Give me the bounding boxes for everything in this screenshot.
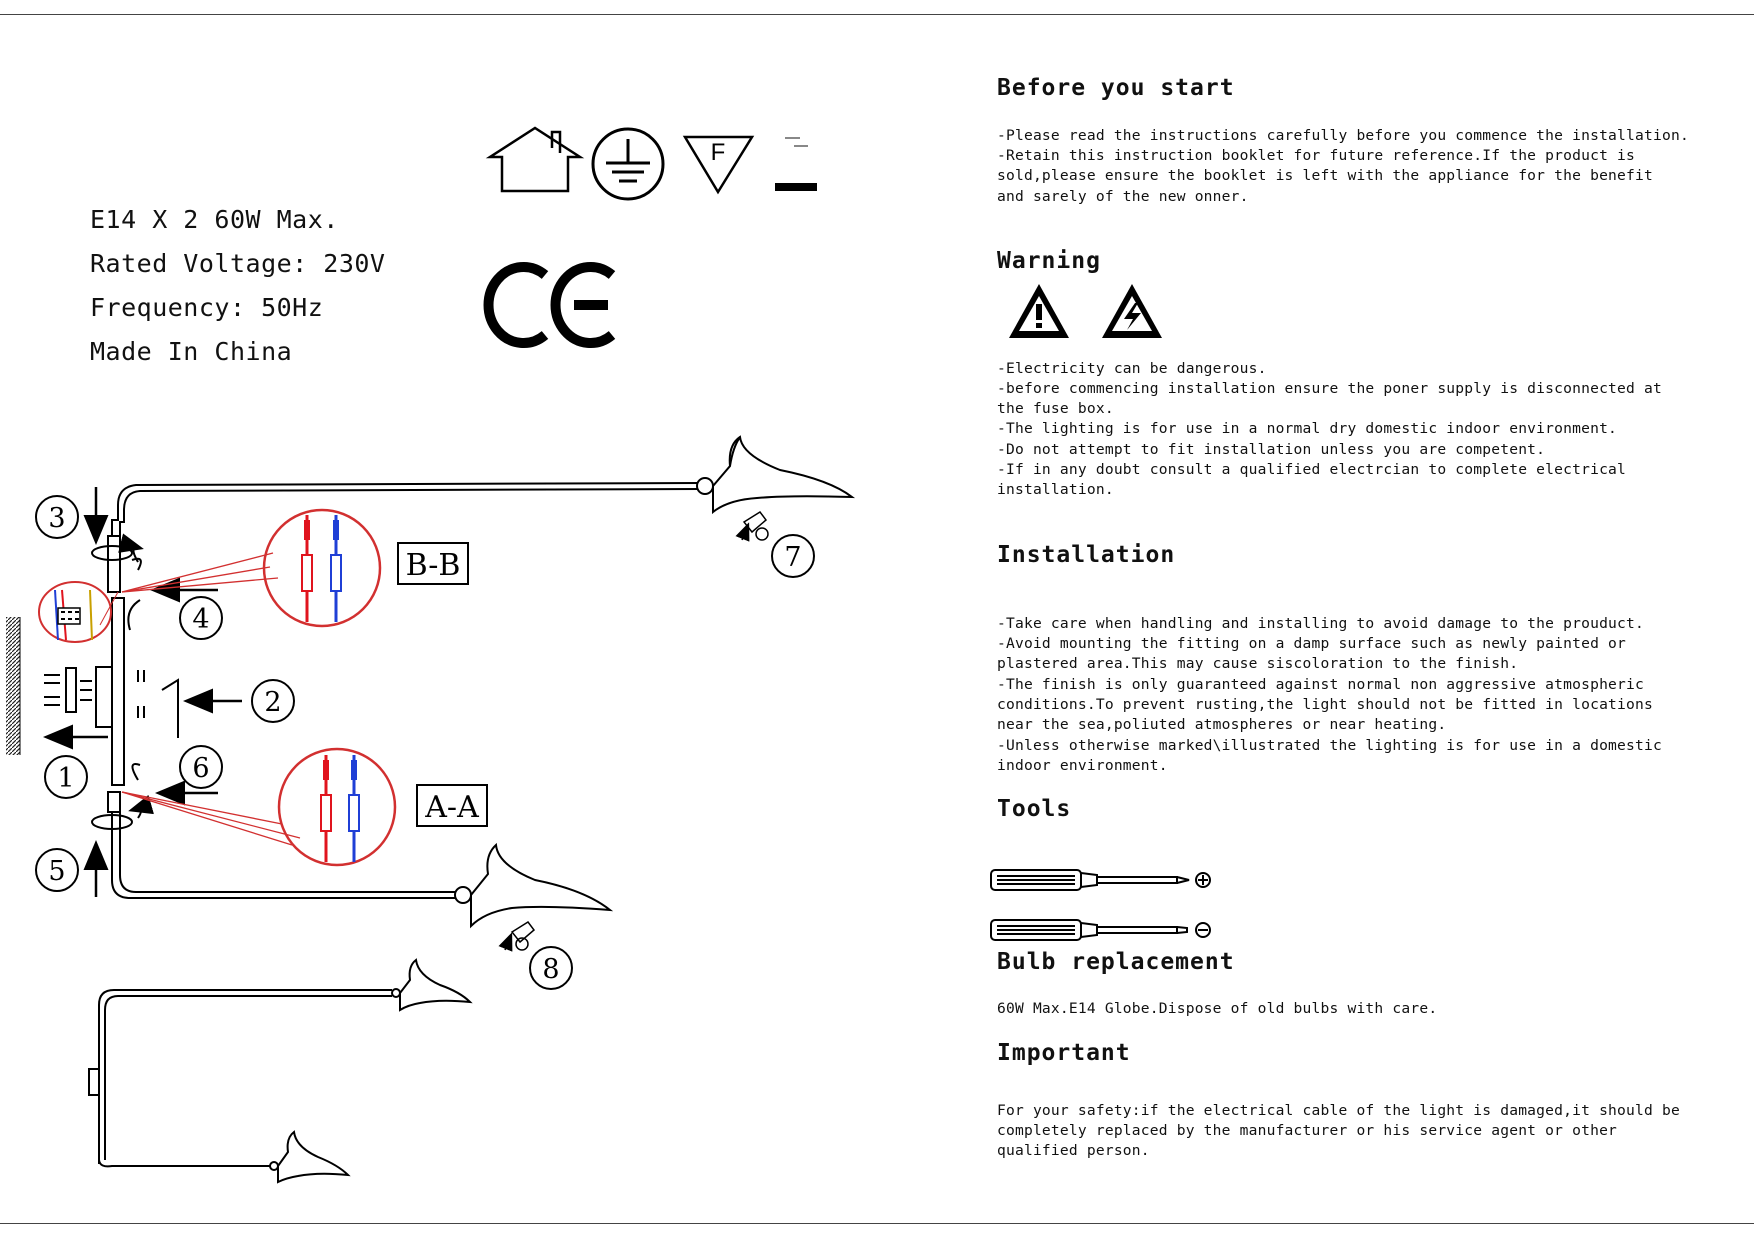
spec-frequency: Frequency: 50Hz xyxy=(90,293,324,322)
warning-line: the fuse box. xyxy=(997,400,1114,417)
step-number: 5 xyxy=(48,856,66,887)
f-mark-text: F xyxy=(710,139,726,166)
step-callout-2 xyxy=(252,680,294,722)
bulb-icon xyxy=(505,922,534,950)
step-callout-5 xyxy=(36,849,78,891)
step-number: 3 xyxy=(48,503,66,534)
step-number: 6 xyxy=(192,753,210,784)
spec-bulbs: E14 X 2 60W Max. xyxy=(90,205,339,234)
installation-line: -Avoid mounting the fitting on a damp surface such as newly painted or xyxy=(997,635,1627,652)
wall-screws xyxy=(44,668,144,718)
electric-shock-icon xyxy=(1102,284,1162,338)
wall-hatching xyxy=(6,617,20,755)
upper-arm xyxy=(92,437,852,560)
step-number: 4 xyxy=(192,604,210,635)
warning-line: -If in any doubt consult a qualified electrcian to complete electrical xyxy=(997,461,1627,478)
step-callout-4 xyxy=(180,597,222,639)
warning-line: -Do not attempt to fit installation unless you are competent. xyxy=(997,441,1546,458)
wall-plate xyxy=(96,536,124,812)
ce-mark-label: CE xyxy=(0,0,2,1)
step-callout-1 xyxy=(45,756,87,798)
important-line: qualified person. xyxy=(997,1142,1150,1159)
before-title: Before you start xyxy=(997,75,1235,101)
warning-title: Warning xyxy=(997,248,1101,274)
tools-title: Tools xyxy=(997,796,1072,822)
section-bb-label: B-B xyxy=(405,548,461,583)
step-arrows xyxy=(48,487,242,897)
tools-icons xyxy=(989,866,1229,946)
spec-origin: Made In China xyxy=(90,337,293,366)
step-callout-3 xyxy=(36,496,78,538)
connector-detail xyxy=(39,582,118,642)
specifications xyxy=(90,198,385,374)
before-line: -Please read the instructions carefully before you commence the installation. xyxy=(997,127,1689,144)
lamp-overview xyxy=(89,960,470,1182)
step-number: 7 xyxy=(784,542,802,573)
f-mark-icon xyxy=(685,137,752,192)
important-line: completely replaced by the manufacturer or his service agent or other xyxy=(997,1122,1618,1139)
section-aa-label: A-A xyxy=(425,790,479,825)
section-aa-detail xyxy=(279,749,395,865)
step-number: 1 xyxy=(57,763,75,794)
installation-line: -Take care when handling and installing to avoid damage to the prouduct. xyxy=(997,615,1645,632)
installation-line: conditions.To prevent rusting,the light should not be fitted in locations xyxy=(997,696,1653,713)
bulb-title: Bulb replacement xyxy=(997,949,1235,975)
important-title: Important xyxy=(997,1040,1131,1066)
before-line: sold,please ensure the booklet is left with the appliance for the benefit xyxy=(997,167,1653,184)
section-bb-detail xyxy=(264,510,380,626)
before-line: and sarely of the new onner. xyxy=(997,188,1249,205)
flat-screwdriver-icon xyxy=(991,920,1210,940)
before-line: -Retain this instruction booklet for future reference.If the product is xyxy=(997,147,1636,164)
installation-line: near the sea,poliuted atmospheres or near heating. xyxy=(997,716,1447,733)
warning-line: -before commencing installation ensure the poner supply is disconnected at xyxy=(997,380,1662,397)
installation-line: indoor environment. xyxy=(997,757,1168,774)
bulb-icon xyxy=(742,512,768,540)
step-number: 8 xyxy=(542,954,560,985)
step-callout-6 xyxy=(180,746,222,788)
disposal-mark-icon xyxy=(775,138,817,191)
warning-line: -Electricity can be dangerous. xyxy=(997,360,1267,377)
section-aa-leaders xyxy=(122,792,300,845)
bulb-text: 60W Max.E14 Globe.Dispose of old bulbs with care. xyxy=(997,1000,1438,1017)
step-callout-8 xyxy=(530,947,572,989)
earth-ground-icon xyxy=(593,129,663,199)
ce-mark-icon xyxy=(489,267,612,343)
warning-line: installation. xyxy=(997,481,1114,498)
installation-title: Installation xyxy=(997,542,1176,568)
warning-line: -The lighting is for use in a normal dry domestic indoor environment. xyxy=(997,420,1618,437)
caution-icon xyxy=(1009,284,1069,338)
indoor-use-icon xyxy=(490,128,580,191)
step-callout-7 xyxy=(772,535,814,577)
bracket-part xyxy=(162,680,178,738)
step-number: 2 xyxy=(264,687,282,718)
spec-voltage: Rated Voltage: 230V xyxy=(90,249,386,278)
installation-line: plastered area.This may cause siscoloration to the finish. xyxy=(997,655,1519,672)
installation-line: -The finish is only guaranteed against normal non aggressive atmospheric xyxy=(997,676,1645,693)
section-bb-leaders xyxy=(122,553,278,592)
cross-screwdriver-icon xyxy=(991,870,1210,890)
warning-icons xyxy=(1007,280,1177,346)
installation-line: -Unless otherwise marked\illustrated the lighting is for use in a domestic xyxy=(997,737,1662,754)
important-line: For your safety:if the electrical cable of the light is damaged,it should be xyxy=(997,1102,1680,1119)
